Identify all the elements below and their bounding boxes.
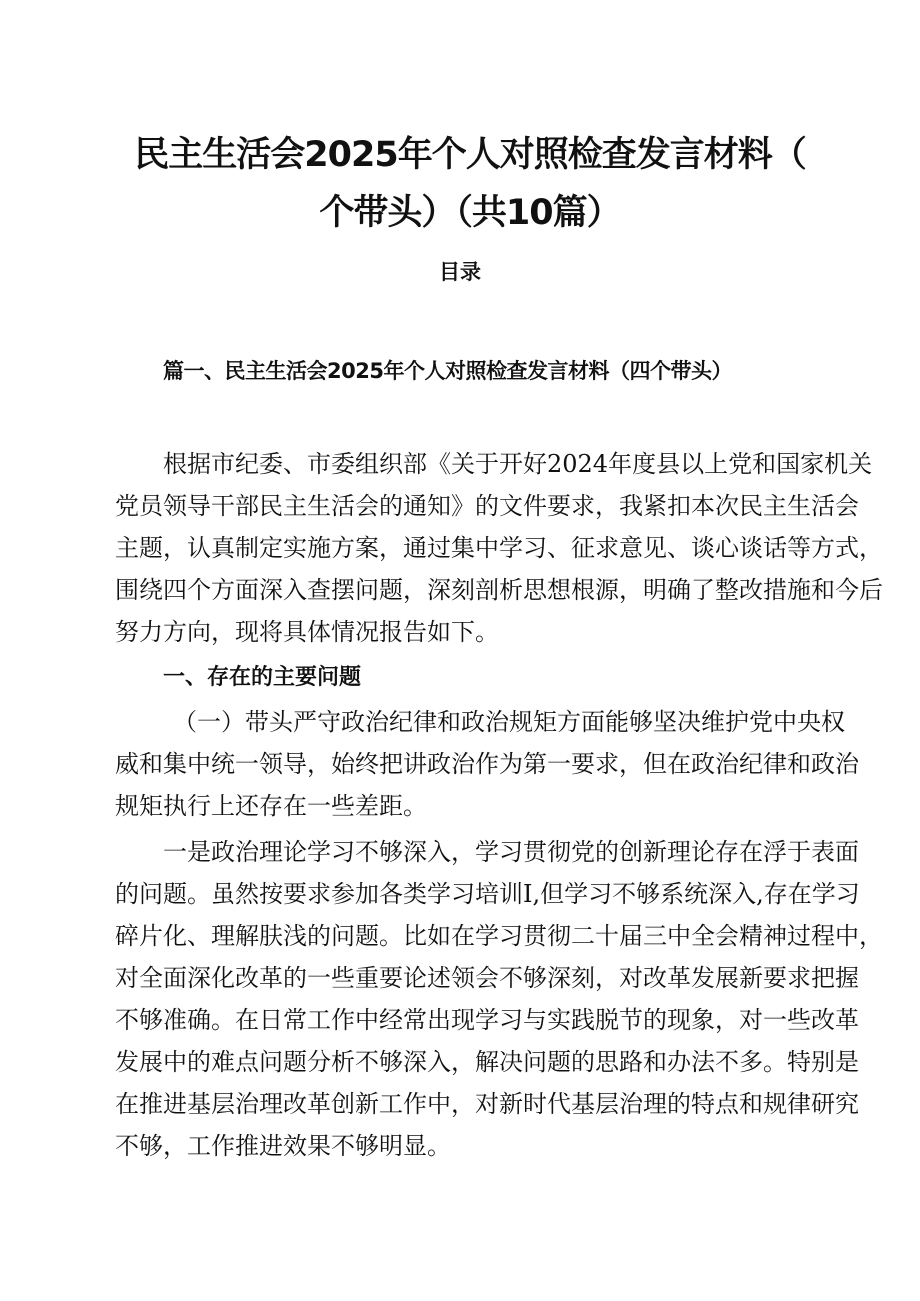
intro-line: 围绕四个方面深入查摆问题，深刻剖析思想根源，明确了整改措施和今后 (115, 576, 883, 604)
sub-line: 威和集中统一领导，始终把讲政治作为第一要求，但在政治纪律和政治 (115, 750, 859, 778)
point-line: 的问题。虽然按要求参加各类学习培训I,但学习不够系统深入,存在学习 (115, 880, 860, 908)
chapter-title: 篇一、民主生活会2025年个人对照检查发言材料（四个带头） (163, 359, 732, 383)
point-line: 不够，工作推进效果不够明显。 (115, 1132, 451, 1160)
toc-label: 目录 (439, 260, 481, 284)
intro-line: 主题，认真制定实施方案，通过集中学习、征求意见、谈心谈话等方式， (115, 534, 883, 562)
point-line: 对全面深化改革的一些重要论述领会不够深刻，对改革发展新要求把握 (115, 964, 859, 992)
point-line: 一是政治理论学习不够深入，学习贯彻党的创新理论存在浮于表面 (163, 838, 859, 866)
point-line: 在推进基层治理改革创新工作中，对新时代基层治理的特点和规律研究 (115, 1090, 859, 1118)
document-title-line-1: 民主生活会2025年个人对照检查发言材料（ (134, 135, 806, 175)
section-heading: 一、存在的主要问题 (163, 665, 362, 690)
intro-line: 根据市纪委、市委组织部《关于开好2024年度县以上党和国家机关 (163, 450, 873, 478)
point-line: 不够准确。在日常工作中经常出现学习与实践脱节的现象，对一些改革 (115, 1006, 859, 1034)
sub-line: 规矩执行上还存在一些差距。 (115, 792, 427, 820)
intro-line: 努力方向，现将具体情况报告如下。 (115, 618, 499, 646)
intro-line: 党员领导干部民主生活会的通知》的文件要求，我紧扣本次民主生活会 (115, 492, 859, 520)
point-line: 碎片化、理解肤浅的问题。比如在学习贯彻二十届三中全会精神过程中， (115, 922, 883, 950)
document-title-line-2: 个带头）（共10篇） (319, 193, 621, 233)
point-line: 发展中的难点问题分析不够深入，解决问题的思路和办法不多。特别是 (115, 1048, 859, 1076)
sub-line: （一）带头严守政治纪律和政治规矩方面能够坚决维护党中央权 (173, 708, 845, 736)
